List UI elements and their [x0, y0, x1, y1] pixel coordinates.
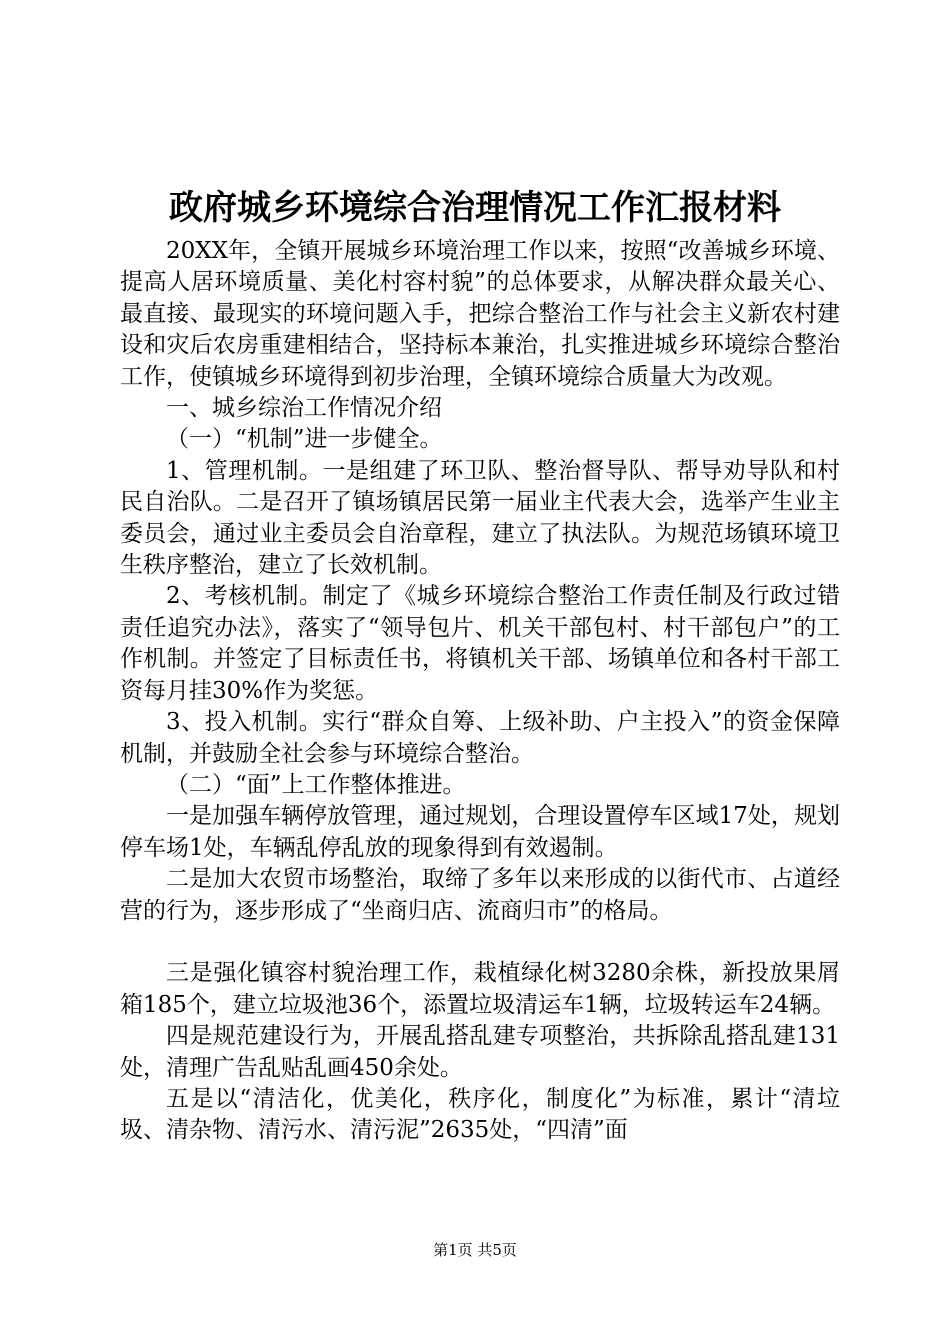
paragraph-construction: 四是规范建设行为，开展乱搭乱建专项整治，共拆除乱搭乱建131处，清理广告乱贴乱画450余处。	[120, 1023, 840, 1081]
paragraph-intro: 20XX年，全镇开展城乡环境治理工作以来，按照“改善城乡环境、提高人居环境质量、美化村容村貌”的总体要求，从解决群众最关心、最直接、最现实的环境问题入手，把综合整治工作与社会主义新农村建设和灾后农房重建相结合，坚持标本兼治，扎实推进城乡环境综合整治工作，使镇城乡环境得到初步治理，全镇环境综合质量大为改观。	[120, 238, 840, 390]
page-number: 第1页 共5页	[433, 1241, 517, 1259]
document-title: 政府城乡环境综合治理情况工作汇报材料	[169, 188, 781, 228]
paragraph-management: 1、管理机制。一是组建了环卫队、整治督导队、帮导劝导队和村民自治队。二是召开了镇场镇居民第一届业主代表大会，选举产生业主委员会，通过业主委员会自治章程，建立了执法队。为规范场镇环境卫生秩序整治，建立了长效机制。	[120, 457, 840, 579]
paragraph-cleanup: 五是以“清洁化，优美化，秩序化，制度化”为标准，累计“清垃圾、清杂物、清污水、清污泥”2635处，“四清”面	[120, 1085, 840, 1144]
paragraph-market: 二是加大农贸市场整治，取缔了多年以来形成的以街代市、占道经营的行为，逐步形成了“坐商归店、流商归市”的格局。	[120, 866, 840, 924]
paragraph-town-appearance: 三是强化镇容村貌治理工作，栽植绿化树3280余株，新投放果屑箱185个，建立垃圾池36个，添置垃圾清运车1辆，垃圾转运车24辆。	[120, 960, 840, 1018]
document-body	[120, 236, 840, 1147]
subsection-heading: （二）“面”上工作整体推进。	[166, 771, 466, 798]
paragraph-investment: 3、投入机制。实行“群众自筹、上级补助、户主投入”的资金保障机制，并鼓励全社会参与环境综合整治。	[120, 709, 840, 767]
paragraph-assessment: 2、考核机制。制定了《城乡环境综合整治工作责任制及行政过错责任追究办法》，落实了“领导包片、机关干部包村、村干部包户”的工作机制。并签定了目标责任书，将镇机关干部、场镇单位和各村干部工资每月挂30%作为奖惩。	[120, 583, 840, 704]
paragraph-parking: 一是加强车辆停放管理，通过规划，合理设置停车区域17处，规划停车场1处，车辆乱停乱放的现象得到有效遏制。	[120, 803, 840, 861]
section-heading: 一、城乡综治工作情况介绍	[166, 395, 442, 422]
subsection-heading: （一）“机制”进一步健全。	[166, 426, 443, 453]
